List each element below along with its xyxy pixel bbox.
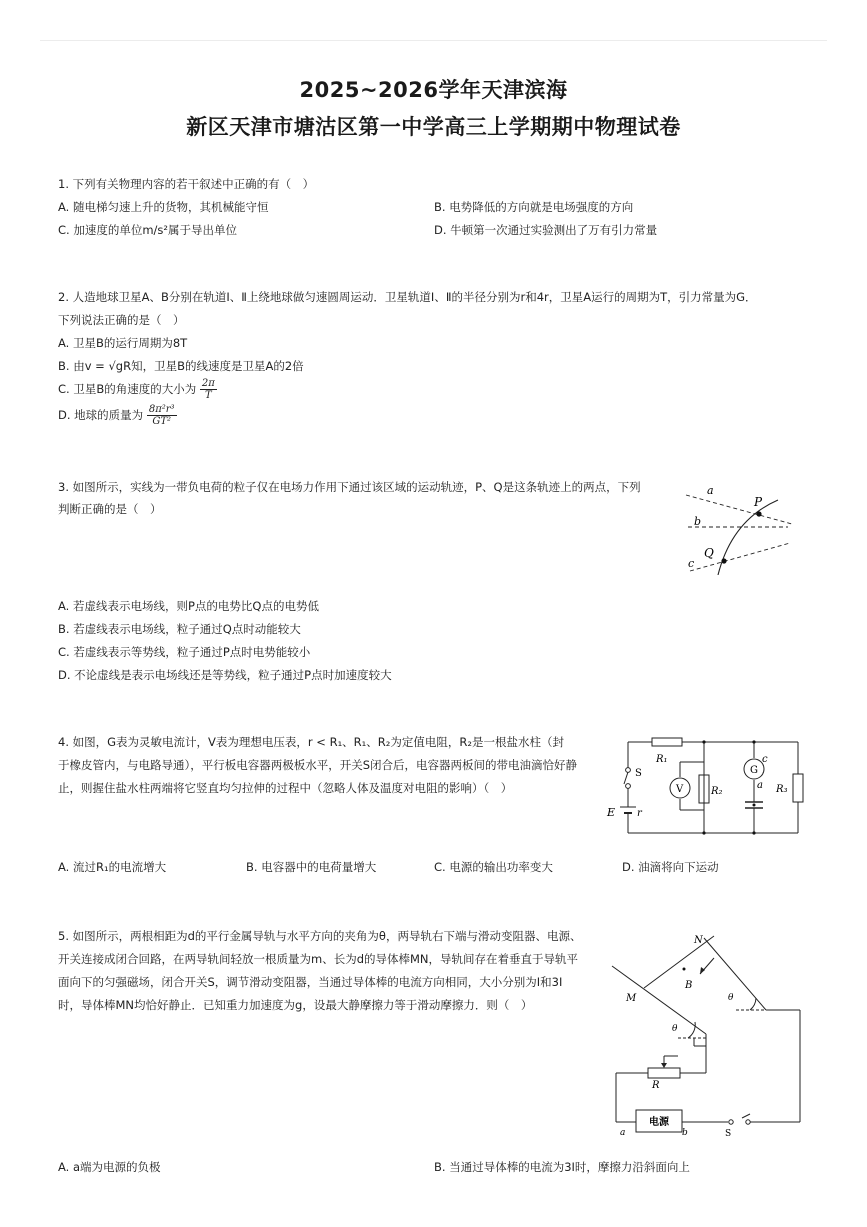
- q2-option-d: [58, 404, 177, 427]
- q5-stem-line4: 时，导体棒MN均恰好静止．已知重力加速度为g，设最大静摩擦力等于滑动摩擦力．则（ ）: [58, 998, 533, 1012]
- q5-label-theta-upper: θ: [728, 993, 734, 1003]
- q5-field-dot: [683, 968, 686, 971]
- q3-option-d: D. 不论虚线是表示电场线还是等势线，粒子通过P点时加速度较大: [58, 668, 392, 682]
- q4-resistor-r1: [652, 738, 682, 746]
- q5-rail-figure: [604, 928, 809, 1140]
- q4-label-g: G: [750, 765, 758, 776]
- page-title-line2: 新区天津市塘沽区第一中学高三上学期期中物理试卷: [186, 115, 681, 139]
- q4-stem-line2: 于橡皮管内，与电路导通），平行板电容器两极板水平，开关S闭合后，电容器两板间的带电油滴恰好静: [58, 758, 578, 772]
- q3-label-q: Q: [704, 546, 714, 560]
- q2-option-c-text: C. 卫星B的角速度的大小为: [58, 382, 197, 396]
- q5-label-m: M: [626, 993, 637, 1004]
- q3-label-a: a: [707, 484, 714, 497]
- q5-switch-contact-right: [746, 1120, 750, 1124]
- q2-c-numerator: 2π: [201, 378, 215, 389]
- q5-label-theta-lower: θ: [672, 1024, 678, 1034]
- q2-c-denominator: T: [205, 390, 212, 401]
- q3-option-a: A. 若虚线表示电场线，则P点的电势比Q点的电势低: [58, 599, 319, 613]
- q2-d-numerator: 8π²r³: [148, 404, 175, 415]
- q4-oil-droplet: [753, 804, 756, 807]
- q2-option-d-fraction: [147, 404, 177, 427]
- q2-d-denominator: GT²: [152, 416, 172, 427]
- q3-option-b: B. 若虚线表示电场线，粒子通过Q点时动能较大: [58, 622, 301, 636]
- q1-stem: 1. 下列有关物理内容的若干叙述中正确的有（ ）: [58, 177, 315, 191]
- q2-stem-line1: 2. 人造地球卫星A、B分别在轨道Ⅰ、Ⅱ上绕地球做匀速圆周运动．卫星轨道Ⅰ、Ⅱ的半径分别为r和4r，卫星A运行的周期为T，引力常量为G．: [58, 290, 757, 304]
- q5-label-a: a: [620, 1128, 626, 1138]
- q5-label-b: b: [682, 1128, 688, 1138]
- q3-trajectory: [718, 500, 778, 575]
- q2-option-b: B. 由v = √gR知，卫星B的线速度是卫星A的2倍: [58, 359, 304, 373]
- q4-stem-line1: 4. 如图，G表为灵敏电流计，V表为理想电压表，r < R₁、R₁、R₂为定值电阻，R₂是一根盐水柱（封: [58, 735, 564, 749]
- q3-point-p: [756, 511, 761, 516]
- q5-label-b-field: B: [685, 980, 693, 991]
- q3-option-c: C. 若虚线表示等势线，粒子通过P点时电势能较小: [58, 645, 311, 659]
- q3-label-p: P: [754, 495, 763, 509]
- top-divider: [40, 40, 827, 41]
- q5-rheostat: [648, 1068, 680, 1078]
- q4-label-s: S: [635, 768, 642, 779]
- q4-label-r3: R₃: [776, 784, 788, 795]
- q1-option-a: A. 随电梯匀速上升的货物，其机械能守恒: [58, 200, 269, 214]
- q4-option-a: A. 流过R₁的电流增大: [58, 860, 167, 874]
- q4-option-b: B. 电容器中的电荷量增大: [246, 860, 377, 874]
- q3-label-b: b: [694, 515, 702, 528]
- q4-label-r1: R₁: [656, 754, 668, 765]
- q5-stem-line3: 面向下的匀强磁场，闭合开关S，调节滑动变阻器，当通过导体棒的电流方向相同，大小分别为I和3I: [58, 975, 563, 989]
- q4-option-d: D. 油滴将向下运动: [622, 860, 719, 874]
- q2-option-c: [58, 378, 217, 401]
- q3-trajectory-figure: [680, 480, 800, 575]
- q2-option-c-fraction: [200, 378, 217, 401]
- q5-option-a: A. a端为电源的负极: [58, 1160, 161, 1174]
- q5-stem-line1: 5. 如图所示，两根相距为d的平行金属导轨与水平方向的夹角为θ，两导轨右下端与滑动变阻器、电源、: [58, 929, 582, 943]
- q4-label-v: V: [676, 784, 684, 795]
- q3-label-c: c: [688, 557, 695, 570]
- q3-stem-line1: 3. 如图所示，实线为一带负电荷的粒子仅在电场力作用下通过该区域的运动轨迹，P、Q是这条轨迹上的两点，下列: [58, 480, 641, 494]
- q2-option-d-text: D. 地球的质量为: [58, 408, 144, 422]
- q3-dashed-line-a: [686, 495, 792, 524]
- q4-label-r: r: [637, 808, 642, 819]
- q4-resistor-r3: [793, 774, 803, 802]
- q5-stem-line2: 开关连接成闭合回路，在两导轨间轻放一根质量为m、长为d的导体棒MN，导轨间存在着垂直于导轨平: [58, 952, 579, 966]
- q5-label-s: S: [725, 1129, 732, 1139]
- q5-label-r: R: [652, 1080, 660, 1091]
- q5-option-b: B. 当通过导体棒的电流为3I时，摩擦力沿斜面向上: [434, 1160, 690, 1174]
- q3-stem-line2: 判断正确的是（ ）: [58, 502, 162, 516]
- page-title-line1: 2025~2026学年天津滨海: [299, 78, 568, 102]
- q5-field-arrowhead: [700, 967, 705, 974]
- q4-option-c: C. 电源的输出功率变大: [434, 860, 553, 874]
- q4-circuit-figure: [604, 732, 804, 838]
- q4-label-a: a: [757, 780, 763, 791]
- q5-rheostat-slider: [661, 1063, 667, 1068]
- q2-option-a: A. 卫星B的运行周期为8T: [58, 336, 188, 350]
- q2-stem-line2: 下列说法正确的是（ ）: [58, 313, 185, 327]
- q4-junction-3: [702, 831, 705, 834]
- q1-option-b: B. 电势降低的方向就是电场强度的方向: [434, 200, 634, 214]
- q5-switch-contact-left: [729, 1120, 733, 1124]
- q4-junction-4: [752, 831, 755, 834]
- q4-junction-1: [702, 740, 705, 743]
- q3-point-q: [721, 558, 726, 563]
- q4-junction-2: [752, 740, 755, 743]
- q1-option-c: C. 加速度的单位m/s²属于导出单位: [58, 223, 238, 237]
- q4-switch-contact-bottom: [626, 784, 631, 789]
- q5-label-source: 电源: [649, 1117, 669, 1128]
- q4-label-e: E: [607, 806, 616, 819]
- q4-label-c: c: [762, 754, 768, 765]
- q1-option-d: D. 牛顿第一次通过实验测出了万有引力常量: [434, 223, 658, 237]
- q4-stem-line3: 止，则握住盐水柱两端将它竖直均匀拉伸的过程中（忽略人体及温度对电阻的影响）（ ）: [58, 781, 513, 795]
- q5-label-n: N: [694, 935, 703, 946]
- q4-label-r2: R₂: [711, 786, 723, 797]
- q4-switch-contact-top: [626, 768, 631, 773]
